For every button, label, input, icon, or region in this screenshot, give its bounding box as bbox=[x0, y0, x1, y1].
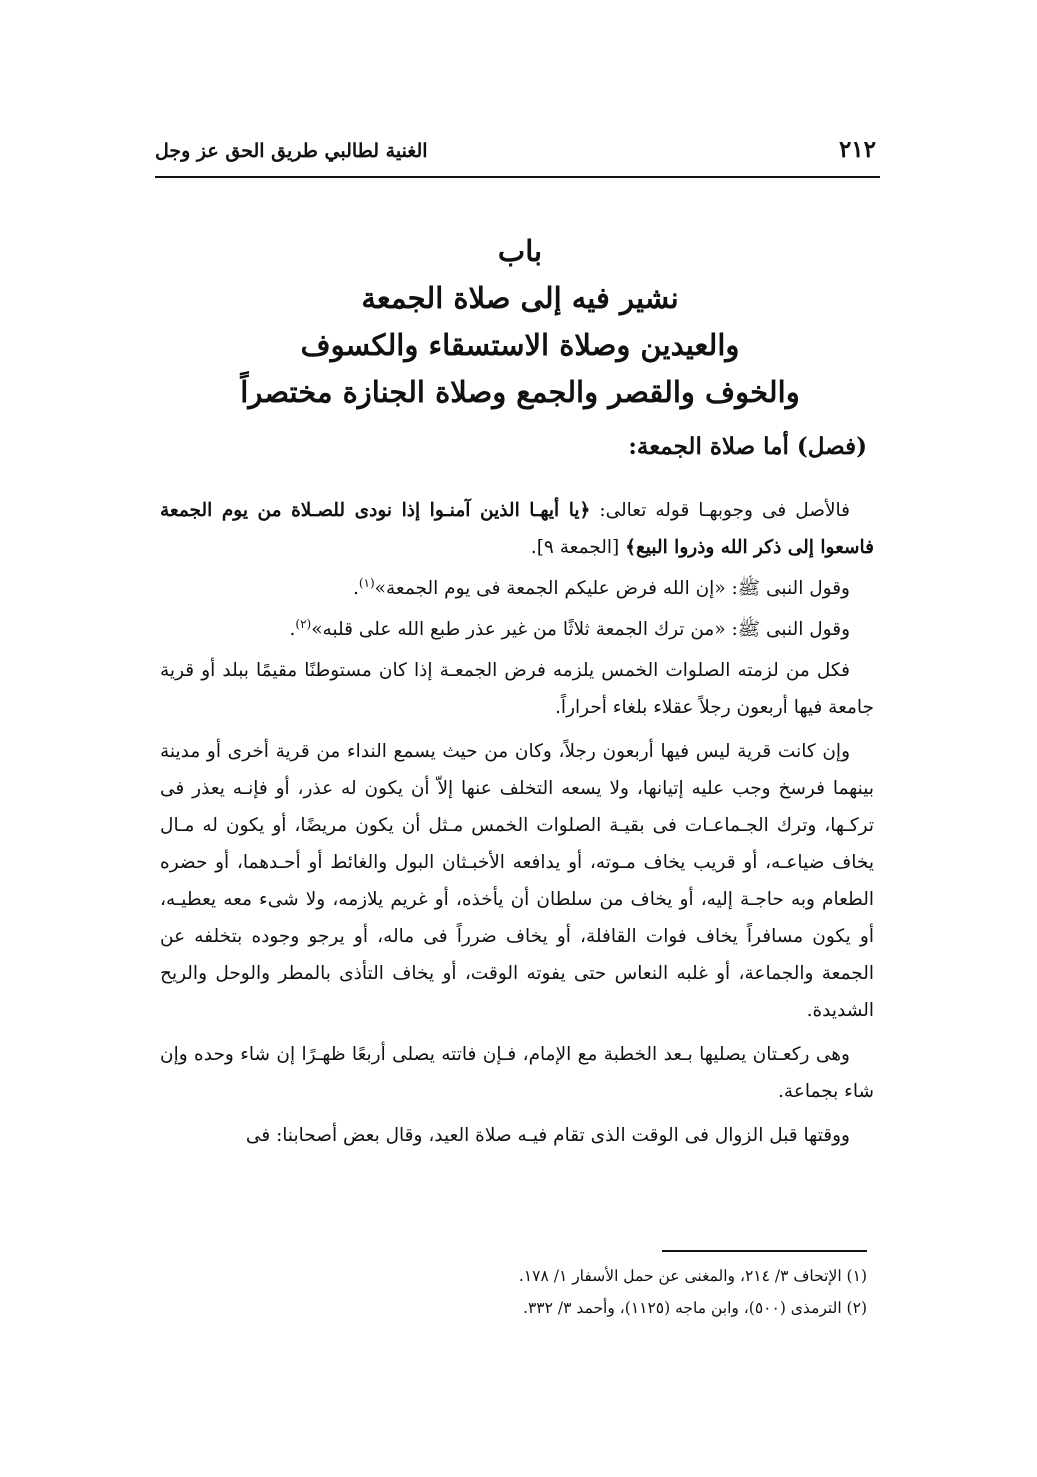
chapter-title bbox=[200, 228, 840, 416]
chapter-title-line-3: والعيدين وصلاة الاستسقاء والكسوف bbox=[300, 328, 740, 362]
body-text bbox=[160, 492, 874, 1161]
paragraph-rakahs: وهى ركعـتان يصليها بـعد الخطبة مع الإمام، فـإن فاتته يصلى أربعًا ظهـرًا إن شاء وحده وإن شاء بجماعة. bbox=[160, 1044, 874, 1102]
running-title: الغنية لطالبي طريق الحق عز وجل bbox=[155, 140, 428, 162]
section-heading: (فصل) أما صلاة الجمعة: bbox=[628, 433, 867, 460]
paragraph-1-intro: فالأصل فى وجوبهـا قوله تعالى: bbox=[590, 500, 850, 521]
footnote-2: (٢) الترمذى (٥٠٠)، وابن ماجه (١١٢٥)، وأحمد ٣/ ٣٣٢. bbox=[523, 1299, 867, 1317]
paragraph-quran-verse bbox=[160, 492, 874, 566]
hadith-1-text: وقول النبى ﷺ: «إن الله فرض عليكم الجمعة فى يوم الجمعة» bbox=[374, 578, 850, 599]
quran-verse: ﴿يا أيهـا الذين آمنـوا إذا نودى للصـلاة من يوم الجمعة فاسعوا إلى ذكر الله وذروا البيع﴾ bbox=[160, 500, 874, 558]
chapter-title-line-1: باب bbox=[497, 234, 543, 268]
footnote-divider bbox=[662, 1250, 867, 1252]
footnote-marker-1: (١) bbox=[358, 575, 375, 590]
page-number: ٢١٢ bbox=[838, 136, 876, 163]
footnotes bbox=[167, 1260, 867, 1324]
chapter-title-line-4: والخوف والقصر والجمع وصلاة الجنازة مختصراً bbox=[240, 375, 800, 409]
paragraph-excuses: وإن كانت قرية ليس فيها أربعون رجلاً، وكان من حيث يسمع النداء من قرية أخرى أو مدينة بينهما فرسخ وجب عليه إتيانها، ولا يسعه التخلف عنها إلاّ أن يكون له عذر، أو فإنـه يعذر فى تركـها، وترك الجـماعـات فى بقيـة الصلوات الخمس مـثل أن يكون مريضًا، أو يكون له مـال يخاف ضياعـه، أو قريب يخاف مـوته، أو يدافعه الأخبـثان البول والغائط أو أحـدهما، أو حضره الطعام وبه حاجـة إليه، أو يخاف من سلطان أن يأخذه، أو غريم يلازمه، ولا شىء معه يعطيـه، أو يكون مسافراً يخاف فوات القافلة، أو يخاف ضرراً فى ماله، أو يرجو وجوده بتخلفه عن الجمعة والجماعة، أو غلبه النعاس حتى يفوته الوقت، أو يخاف التأذى بالمطر والوحل والريح الشديدة. bbox=[160, 741, 874, 1021]
footnote-marker-2: (٢) bbox=[295, 616, 312, 631]
footnote-1: (١) الإتحاف ٣/ ٢١٤، والمغنى عن حمل الأسفار ١/ ١٧٨. bbox=[518, 1267, 867, 1285]
paragraph-obligation: فكل من لزمته الصلوات الخمس يلزمه فرض الجمعـة إذا كان مستوطنًا مقيمًا ببلد أو قرية جامعة فيها أربعون رجلاً عقلاء بلغاء أحراراً. bbox=[160, 660, 874, 718]
page-header bbox=[155, 132, 880, 178]
paragraph-hadith-1: وقول النبى ﷺ: «إن الله فرض عليكم الجمعة فى يوم الجمعة»$^{(١)}$. bbox=[352, 575, 850, 599]
chapter-title-line-2: نشير فيه إلى صلاة الجمعة bbox=[361, 281, 679, 315]
paragraph-timing: ووقتها قبل الزوال فى الوقت الذى تقام فيـه صلاة العيد، وقال بعض أصحابنا: فى bbox=[245, 1125, 850, 1146]
hadith-2-text: وقول النبى ﷺ: «من ترك الجمعة ثلاثًا من غير عذر طبع الله على قلبه» bbox=[311, 619, 850, 640]
paragraph-hadith-2: وقول النبى ﷺ: «من ترك الجمعة ثلاثًا من غير عذر طبع الله على قلبه»$^{(٢)}$. bbox=[289, 616, 850, 640]
quran-reference: [الجمعة ٩]. bbox=[530, 537, 626, 558]
